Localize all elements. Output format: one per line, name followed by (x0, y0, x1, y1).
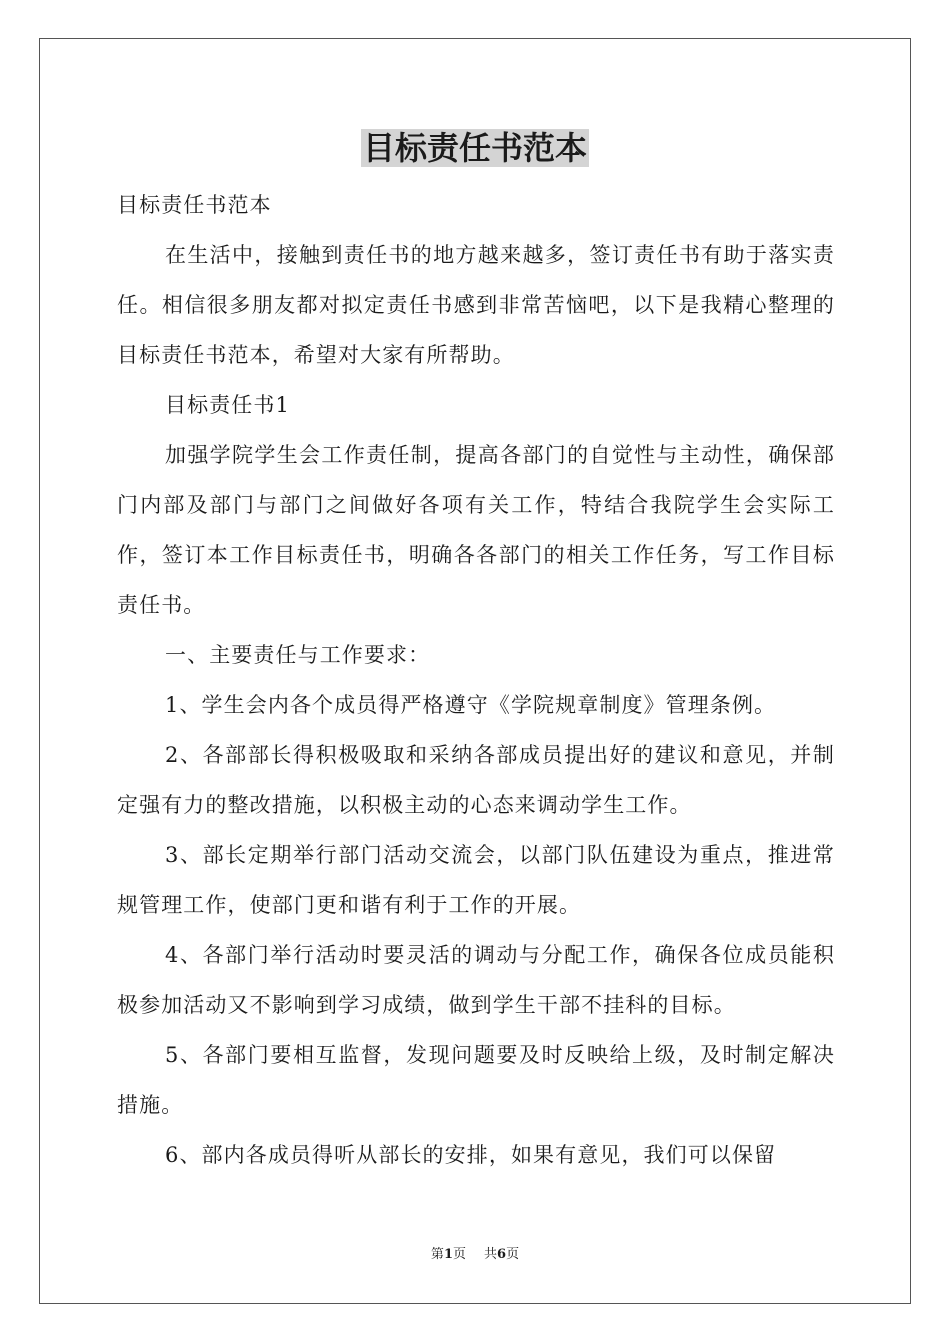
list-item: 2、各部部长得积极吸取和采纳各部成员提出好的建议和意见，并制定强有力的整改措施，以积极主动的心态来调动学生工作。 (117, 743, 835, 817)
total-prefix: 共 (484, 1247, 498, 1262)
section-heading-main-duties: 一、主要责任与工作要求： (165, 643, 431, 667)
total-suffix: 页 (506, 1247, 520, 1262)
intro-paragraph: 在生活中，接触到责任书的地方越来越多，签订责任书有助于落实责任。相信很多朋友都对拟定责任书感到非常苦恼吧，以下是我精心整理的目标责任书范本，希望对大家有所帮助。 (117, 243, 835, 367)
page-prefix: 第 (430, 1247, 444, 1262)
list-item: 1、学生会内各个成员得严格遵守《学院规章制度》管理条例。 (165, 693, 777, 717)
page-footer (0, 1246, 950, 1264)
list-item: 6、部内各成员得听从部长的安排，如果有意见，我们可以保留 (165, 1143, 777, 1167)
section-heading-responsibility-1: 目标责任书1 (165, 393, 290, 417)
total-pages: 6 (497, 1247, 507, 1262)
list-item: 3、部长定期举行部门活动交流会，以部门队伍建设为重点，推进常规管理工作，使部门更和谐有利于工作的开展。 (117, 843, 835, 917)
list-item: 5、各部门要相互监督，发现问题要及时反映给上级，及时制定解决措施。 (117, 1043, 835, 1117)
document-subtitle: 目标责任书范本 (117, 193, 272, 217)
body-paragraph: 加强学院学生会工作责任制，提高各部门的自觉性与主动性，确保部门内部及部门与部门之间做好各项有关工作，特结合我院学生会实际工作，签订本工作目标责任书，明确各各部门的相关工作任务，写工作目标责任书。 (117, 443, 835, 617)
document-title-text: 目标责任书范本 (362, 129, 587, 167)
page-suffix: 页 (452, 1247, 466, 1262)
document-title (0, 126, 950, 170)
list-item: 4、各部门举行活动时要灵活的调动与分配工作，确保各位成员能积极参加活动又不影响到学习成绩，做到学生干部不挂科的目标。 (117, 943, 835, 1017)
document-body (117, 180, 835, 1180)
page-number: 1 (443, 1247, 453, 1262)
